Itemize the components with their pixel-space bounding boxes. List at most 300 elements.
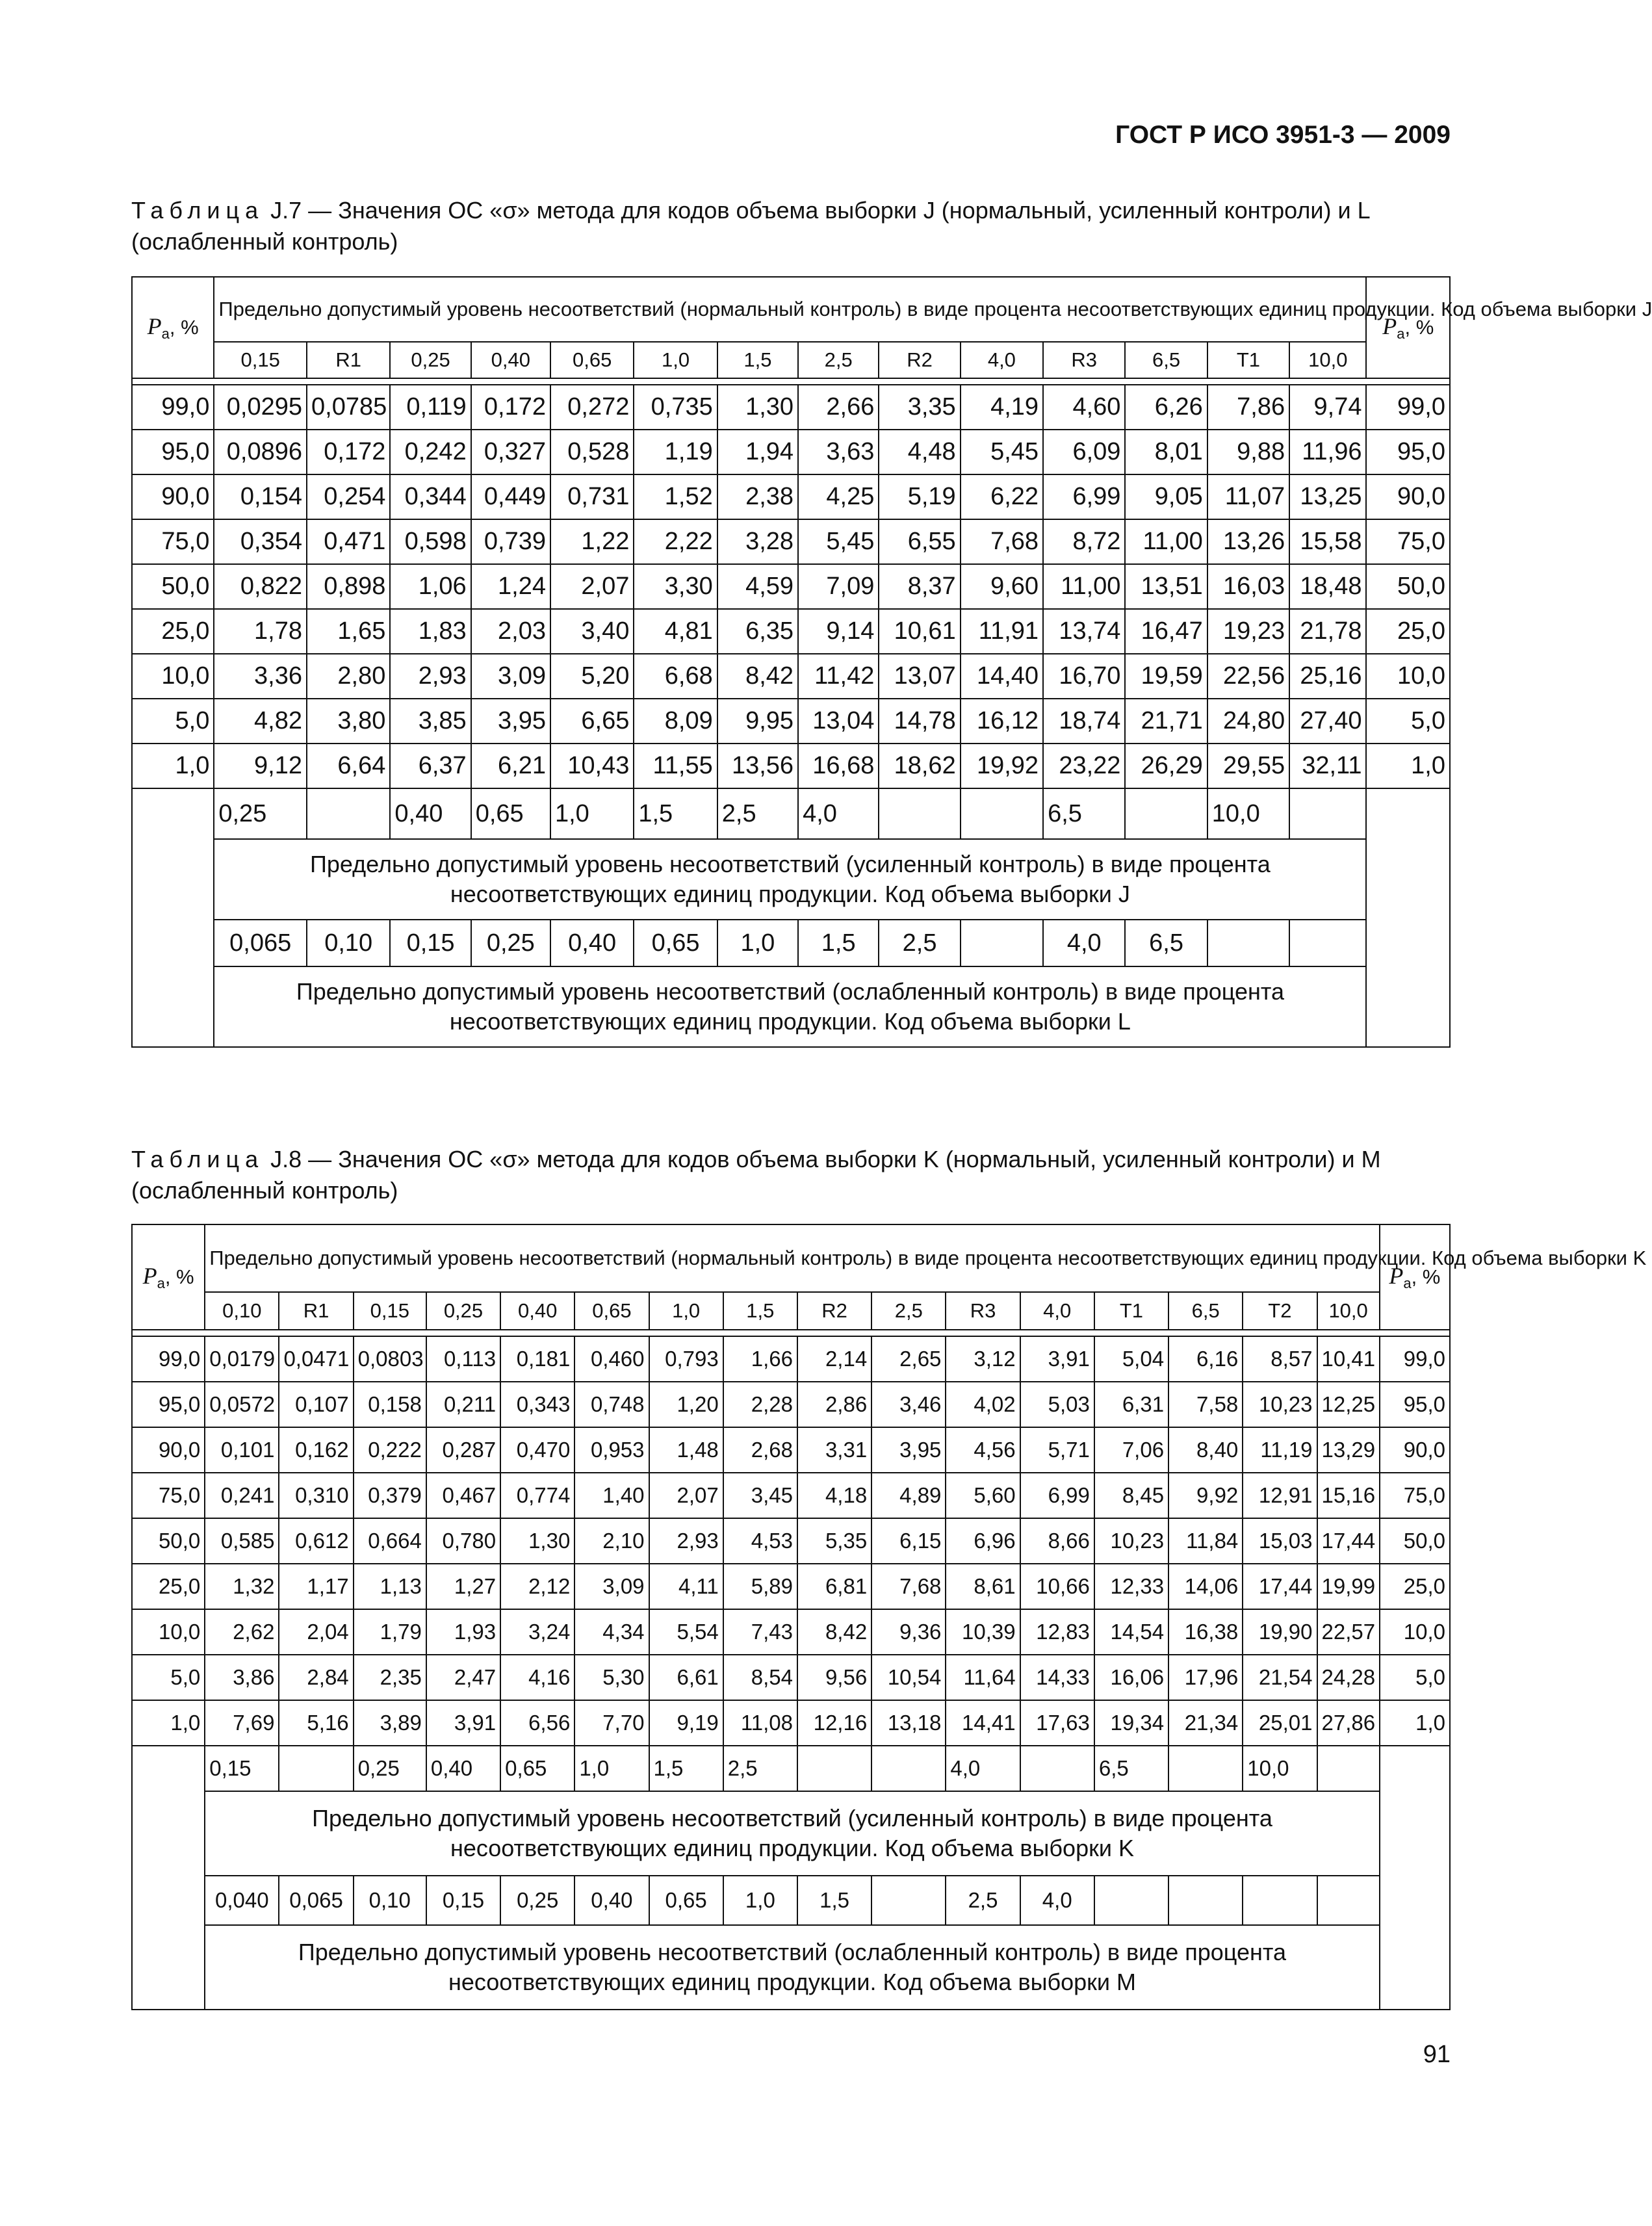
oc-value: 0,0896 [214, 430, 307, 474]
oc-value: 19,99 [1317, 1564, 1380, 1609]
oc-value: 6,65 [550, 699, 634, 744]
oc-value: 0,793 [649, 1336, 723, 1382]
pa-value-left: 1,0 [132, 1700, 205, 1746]
tightened-aql-value [1168, 1746, 1243, 1791]
oc-value: 18,48 [1289, 564, 1366, 609]
oc-value: 7,58 [1168, 1382, 1243, 1427]
pa-value-right: 95,0 [1366, 430, 1450, 474]
oc-value: 0,664 [354, 1518, 426, 1564]
reduced-inspection-label: Предельно допустимый уровень несоответствий (ослабленный контроль) в виде процента несоответствующих единиц продукции. Код объема выборки L [214, 966, 1366, 1047]
tightened-label-row [132, 839, 1450, 920]
aql-column-header: 0,10 [205, 1292, 279, 1330]
header-row [132, 277, 1450, 342]
oc-value: 21,34 [1168, 1700, 1243, 1746]
oc-value: 1,22 [550, 519, 634, 564]
normal-inspection-header: Предельно допустимый уровень несоответствий (нормальный контроль) в виде процента несоответствующих единиц продукции. Код объема выборки J [214, 277, 1366, 342]
oc-value: 2,93 [390, 654, 471, 699]
oc-value: 10,61 [879, 609, 960, 654]
tightened-aql-value [1020, 1746, 1094, 1791]
table-row [132, 609, 1450, 654]
oc-value: 11,00 [1043, 564, 1125, 609]
oc-value: 9,14 [798, 609, 879, 654]
oc-value: 1,52 [634, 474, 717, 519]
oc-value: 16,06 [1094, 1655, 1168, 1700]
pa-value-left: 95,0 [132, 1382, 205, 1427]
oc-value: 1,48 [649, 1427, 723, 1473]
aql-column-header: T1 [1094, 1292, 1168, 1330]
oc-value: 1,19 [634, 430, 717, 474]
footer-blank-left [132, 1746, 205, 2010]
oc-value: 7,68 [961, 519, 1043, 564]
oc-value: 13,18 [871, 1700, 946, 1746]
oc-value: 8,01 [1125, 430, 1207, 474]
separator-cell [132, 1330, 1450, 1336]
tightened-aql-value [879, 788, 960, 839]
aql-column-header: 10,0 [1317, 1292, 1380, 1330]
table-row [132, 474, 1450, 519]
table-row [132, 744, 1450, 788]
oc-value: 0,598 [390, 519, 471, 564]
oc-value: 9,60 [961, 564, 1043, 609]
reduced-aql-value: 1,5 [798, 920, 879, 966]
reduced-aql-value: 1,5 [797, 1876, 871, 1925]
aql-column-header: T2 [1243, 1292, 1317, 1330]
oc-value: 11,91 [961, 609, 1043, 654]
oc-value: 3,80 [307, 699, 390, 744]
reduced-aql-value: 0,10 [354, 1876, 426, 1925]
oc-value: 0,107 [279, 1382, 353, 1427]
oc-value: 11,08 [723, 1700, 797, 1746]
oc-value: 9,74 [1289, 385, 1366, 430]
document-header: ГОСТ Р ИСО 3951-3 — 2009 [1115, 121, 1451, 149]
oc-value: 4,25 [798, 474, 879, 519]
oc-value: 0,748 [574, 1382, 649, 1427]
oc-value: 13,04 [798, 699, 879, 744]
oc-value: 0,467 [426, 1473, 500, 1518]
table-row [132, 519, 1450, 564]
oc-value: 0,272 [550, 385, 634, 430]
pa-unit: , % [169, 315, 199, 339]
aql-column-header: 1,0 [634, 342, 717, 378]
aql-header-row [132, 342, 1450, 378]
page-number: 91 [1423, 2041, 1451, 2068]
pa-unit: , % [164, 1265, 194, 1288]
aql-column-header: 0,15 [354, 1292, 426, 1330]
oc-value: 16,03 [1207, 564, 1289, 609]
oc-value: 19,92 [961, 744, 1043, 788]
oc-value: 4,34 [574, 1609, 649, 1655]
oc-value: 3,31 [797, 1427, 871, 1473]
aql-column-header: 0,15 [214, 342, 307, 378]
tightened-aql-value: 4,0 [798, 788, 879, 839]
pa-value-right: 75,0 [1380, 1473, 1450, 1518]
oc-value: 14,06 [1168, 1564, 1243, 1609]
oc-value: 5,35 [797, 1518, 871, 1564]
pa-value-right: 10,0 [1380, 1609, 1450, 1655]
pa-unit: , % [1411, 1265, 1441, 1288]
oc-value: 2,28 [723, 1382, 797, 1427]
oc-value: 5,20 [550, 654, 634, 699]
oc-value: 7,43 [723, 1609, 797, 1655]
pa-value-right: 50,0 [1380, 1518, 1450, 1564]
oc-value: 0,343 [500, 1382, 574, 1427]
pa-value-right: 5,0 [1366, 699, 1450, 744]
aql-column-header: 4,0 [961, 342, 1043, 378]
reduced-aql-value [1317, 1876, 1380, 1925]
oc-value: 3,86 [205, 1655, 279, 1700]
oc-value: 0,0471 [279, 1336, 353, 1382]
oc-value: 12,91 [1243, 1473, 1317, 1518]
oc-value: 0,449 [471, 474, 550, 519]
tightened-aql-value [961, 788, 1043, 839]
pa-value-left: 99,0 [132, 385, 214, 430]
oc-value: 13,74 [1043, 609, 1125, 654]
oc-value: 12,33 [1094, 1564, 1168, 1609]
oc-value: 5,60 [946, 1473, 1020, 1518]
oc-value: 0,310 [279, 1473, 353, 1518]
oc-value: 25,01 [1243, 1700, 1317, 1746]
oc-value: 8,54 [723, 1655, 797, 1700]
tightened-aql-value: 1,5 [634, 788, 717, 839]
oc-value: 16,68 [798, 744, 879, 788]
reduced-aql-value: 4,0 [1043, 920, 1125, 966]
reduced-aql-value: 0,10 [307, 920, 390, 966]
oc-value: 2,38 [717, 474, 798, 519]
oc-value: 18,62 [879, 744, 960, 788]
oc-value: 3,91 [426, 1700, 500, 1746]
oc-value: 1,78 [214, 609, 307, 654]
pa-header-left [132, 1224, 205, 1330]
tightened-aql-value: 10,0 [1207, 788, 1289, 839]
header-separator [132, 1330, 1450, 1336]
pa-value-left: 5,0 [132, 1655, 205, 1700]
pa-value-left: 10,0 [132, 1609, 205, 1655]
table-row [132, 1700, 1450, 1746]
pa-value-left: 95,0 [132, 430, 214, 474]
table-row [132, 564, 1450, 609]
oc-value: 17,44 [1243, 1564, 1317, 1609]
pa-subscript: a [1403, 1275, 1412, 1292]
oc-value: 0,101 [205, 1427, 279, 1473]
oc-value: 10,39 [946, 1609, 1020, 1655]
oc-value: 1,13 [354, 1564, 426, 1609]
pa-value-right: 10,0 [1366, 654, 1450, 699]
reduced-aql-value: 2,5 [879, 920, 960, 966]
pa-value-left: 50,0 [132, 564, 214, 609]
reduced-aql-value: 0,15 [390, 920, 471, 966]
pa-symbol: P [1382, 313, 1397, 339]
pa-value-left: 75,0 [132, 519, 214, 564]
oc-value: 2,14 [797, 1336, 871, 1382]
pa-value-right: 99,0 [1366, 385, 1450, 430]
footer-blank-left [132, 788, 214, 1047]
oc-value: 17,63 [1020, 1700, 1094, 1746]
oc-value: 3,09 [471, 654, 550, 699]
reduced-aql-value: 0,065 [214, 920, 307, 966]
pa-header-right [1380, 1224, 1450, 1330]
oc-value: 27,40 [1289, 699, 1366, 744]
oc-value: 2,86 [797, 1382, 871, 1427]
tightened-aql-value [279, 1746, 353, 1791]
oc-value: 10,23 [1243, 1382, 1317, 1427]
oc-value: 4,56 [946, 1427, 1020, 1473]
oc-value: 12,25 [1317, 1382, 1380, 1427]
oc-value: 9,95 [717, 699, 798, 744]
oc-value: 4,53 [723, 1518, 797, 1564]
oc-value: 6,15 [871, 1518, 946, 1564]
pa-value-right: 90,0 [1380, 1427, 1450, 1473]
oc-value: 0,344 [390, 474, 471, 519]
oc-value: 1,17 [279, 1564, 353, 1609]
oc-value: 2,04 [279, 1609, 353, 1655]
pa-value-right: 99,0 [1380, 1336, 1450, 1382]
oc-value: 3,85 [390, 699, 471, 744]
pa-value-left: 90,0 [132, 474, 214, 519]
oc-value: 0,172 [471, 385, 550, 430]
tightened-aql-value: 6,5 [1094, 1746, 1168, 1791]
reduced-aql-value: 1,0 [717, 920, 798, 966]
table-j8 [131, 1224, 1647, 2010]
aql-column-header: 0,40 [471, 342, 550, 378]
reduced-aql-value: 0,040 [205, 1876, 279, 1925]
tightened-aql-value: 10,0 [1243, 1746, 1317, 1791]
oc-value: 0,327 [471, 430, 550, 474]
oc-value: 16,38 [1168, 1609, 1243, 1655]
oc-value: 32,11 [1289, 744, 1366, 788]
oc-value: 12,16 [797, 1700, 871, 1746]
oc-value: 6,35 [717, 609, 798, 654]
oc-value: 0,287 [426, 1427, 500, 1473]
aql-column-header: 10,0 [1289, 342, 1366, 378]
aql-column-header: R1 [307, 342, 390, 378]
oc-value: 2,35 [354, 1655, 426, 1700]
tightened-inspection-label: Предельно допустимый уровень несоответствий (усиленный контроль) в виде процента несоответствующих единиц продукции. Код объема выборки K [205, 1791, 1380, 1876]
aql-column-header: R3 [946, 1292, 1020, 1330]
oc-value: 5,19 [879, 474, 960, 519]
pa-symbol: P [142, 1262, 157, 1289]
oc-value: 8,66 [1020, 1518, 1094, 1564]
oc-value: 2,84 [279, 1655, 353, 1700]
tightened-aql-value: 0,15 [205, 1746, 279, 1791]
oc-value: 11,64 [946, 1655, 1020, 1700]
oc-value: 8,42 [717, 654, 798, 699]
oc-value: 6,16 [1168, 1336, 1243, 1382]
oc-value: 0,953 [574, 1427, 649, 1473]
reduced-aql-value [1207, 920, 1289, 966]
pa-value-left: 90,0 [132, 1427, 205, 1473]
oc-value: 21,78 [1289, 609, 1366, 654]
reduced-aql-row [132, 920, 1450, 966]
oc-value: 0,162 [279, 1427, 353, 1473]
oc-value: 3,63 [798, 430, 879, 474]
oc-value: 5,04 [1094, 1336, 1168, 1382]
aql-column-header: R1 [279, 1292, 353, 1330]
reduced-aql-value: 0,40 [574, 1876, 649, 1925]
oc-value: 1,24 [471, 564, 550, 609]
reduced-aql-value: 4,0 [1020, 1876, 1094, 1925]
oc-value: 23,22 [1043, 744, 1125, 788]
oc-value: 11,96 [1289, 430, 1366, 474]
tightened-aql-value [307, 788, 390, 839]
reduced-aql-value [1168, 1876, 1243, 1925]
pa-value-right: 5,0 [1380, 1655, 1450, 1700]
oc-value: 1,20 [649, 1382, 723, 1427]
tightened-aql-value: 6,5 [1043, 788, 1125, 839]
table-row [132, 1336, 1450, 1382]
oc-value: 0,181 [500, 1336, 574, 1382]
tightened-aql-value: 2,5 [717, 788, 798, 839]
oc-value: 19,34 [1094, 1700, 1168, 1746]
aql-column-header: 6,5 [1168, 1292, 1243, 1330]
oc-value: 9,92 [1168, 1473, 1243, 1518]
oc-value: 4,18 [797, 1473, 871, 1518]
oc-value: 0,0572 [205, 1382, 279, 1427]
tightened-inspection-label: Предельно допустимый уровень несоответствий (усиленный контроль) в виде процента несоответствующих единиц продукции. Код объема выборки J [214, 839, 1366, 920]
reduced-aql-row [132, 1876, 1450, 1925]
pa-header-left [132, 277, 214, 378]
oc-value: 9,56 [797, 1655, 871, 1700]
oc-value: 7,09 [798, 564, 879, 609]
oc-value: 14,40 [961, 654, 1043, 699]
oc-value: 0,612 [279, 1518, 353, 1564]
oc-value: 9,12 [214, 744, 307, 788]
pa-value-right: 25,0 [1380, 1564, 1450, 1609]
pa-header-right [1366, 277, 1450, 378]
reduced-aql-value [961, 920, 1043, 966]
oc-value: 14,41 [946, 1700, 1020, 1746]
oc-value: 3,46 [871, 1382, 946, 1427]
oc-value: 16,12 [961, 699, 1043, 744]
oc-value: 21,54 [1243, 1655, 1317, 1700]
oc-value: 5,16 [279, 1700, 353, 1746]
oc-value: 1,79 [354, 1609, 426, 1655]
oc-value: 0,0295 [214, 385, 307, 430]
table-row [132, 1382, 1450, 1427]
reduced-aql-value [1289, 920, 1366, 966]
oc-value: 4,19 [961, 385, 1043, 430]
oc-value: 14,54 [1094, 1609, 1168, 1655]
oc-value: 7,70 [574, 1700, 649, 1746]
oc-value: 6,64 [307, 744, 390, 788]
tightened-label-row [132, 1791, 1450, 1876]
tightened-aql-value: 2,5 [723, 1746, 797, 1791]
oc-value: 2,68 [723, 1427, 797, 1473]
oc-value: 7,69 [205, 1700, 279, 1746]
tightened-aql-value: 1,0 [550, 788, 634, 839]
oc-value: 8,45 [1094, 1473, 1168, 1518]
aql-column-header: 0,25 [390, 342, 471, 378]
oc-value: 3,28 [717, 519, 798, 564]
oc-value: 5,03 [1020, 1382, 1094, 1427]
oc-value: 6,22 [961, 474, 1043, 519]
table-row [132, 385, 1450, 430]
oc-value: 4,82 [214, 699, 307, 744]
oc-value: 2,10 [574, 1518, 649, 1564]
oc-value: 24,28 [1317, 1655, 1380, 1700]
oc-value: 10,41 [1317, 1336, 1380, 1382]
pa-value-left: 1,0 [132, 744, 214, 788]
oc-value: 1,83 [390, 609, 471, 654]
oc-value: 3,36 [214, 654, 307, 699]
reduced-aql-value [1094, 1876, 1168, 1925]
oc-value: 6,21 [471, 744, 550, 788]
oc-value: 9,05 [1125, 474, 1207, 519]
table-j7 [131, 276, 1652, 1048]
oc-value: 2,22 [634, 519, 717, 564]
oc-value: 2,03 [471, 609, 550, 654]
oc-value: 19,23 [1207, 609, 1289, 654]
oc-value: 0,222 [354, 1427, 426, 1473]
oc-value: 0,154 [214, 474, 307, 519]
aql-column-header: 2,5 [871, 1292, 946, 1330]
oc-value: 5,54 [649, 1609, 723, 1655]
oc-value: 6,26 [1125, 385, 1207, 430]
oc-value: 3,91 [1020, 1336, 1094, 1382]
aql-column-header: R3 [1043, 342, 1125, 378]
oc-value: 1,30 [717, 385, 798, 430]
tightened-aql-value [797, 1746, 871, 1791]
pa-value-left: 10,0 [132, 654, 214, 699]
header-separator [132, 378, 1450, 385]
oc-value: 9,19 [649, 1700, 723, 1746]
table-row [132, 1564, 1450, 1609]
oc-value: 4,11 [649, 1564, 723, 1609]
oc-value: 9,88 [1207, 430, 1289, 474]
oc-value: 16,47 [1125, 609, 1207, 654]
reduced-aql-value: 0,15 [426, 1876, 500, 1925]
oc-value: 4,60 [1043, 385, 1125, 430]
oc-value: 3,40 [550, 609, 634, 654]
aql-column-header: 0,65 [574, 1292, 649, 1330]
pa-subscript: a [1397, 326, 1405, 343]
oc-value: 11,84 [1168, 1518, 1243, 1564]
aql-column-header: 1,5 [717, 342, 798, 378]
oc-value: 2,07 [550, 564, 634, 609]
table-row [132, 1427, 1450, 1473]
reduced-label-row [132, 966, 1450, 1047]
footer-blank-right [1380, 1746, 1450, 2010]
oc-value: 11,00 [1125, 519, 1207, 564]
oc-value: 5,45 [798, 519, 879, 564]
oc-value: 6,55 [879, 519, 960, 564]
oc-value: 0,528 [550, 430, 634, 474]
caption-text: J.8 — Значения ОС «σ» метода для кодов объема выборки K (нормальный, усиленный контроли) и M (ослабленный контроль) [131, 1146, 1381, 1204]
oc-value: 11,07 [1207, 474, 1289, 519]
oc-value: 1,27 [426, 1564, 500, 1609]
aql-column-header: R2 [879, 342, 960, 378]
oc-value: 15,03 [1243, 1518, 1317, 1564]
pa-unit: , % [1404, 315, 1434, 339]
reduced-aql-value: 1,0 [723, 1876, 797, 1925]
tightened-aql-value [1125, 788, 1207, 839]
oc-value: 13,56 [717, 744, 798, 788]
aql-column-header: 0,25 [426, 1292, 500, 1330]
tightened-aql-value [1317, 1746, 1380, 1791]
oc-value: 0,460 [574, 1336, 649, 1382]
oc-value: 6,99 [1043, 474, 1125, 519]
oc-value: 2,93 [649, 1518, 723, 1564]
oc-value: 0,735 [634, 385, 717, 430]
oc-value: 13,29 [1317, 1427, 1380, 1473]
oc-value: 8,57 [1243, 1336, 1317, 1382]
oc-value: 0,0179 [205, 1336, 279, 1382]
oc-value: 11,42 [798, 654, 879, 699]
oc-value: 2,62 [205, 1609, 279, 1655]
oc-value: 19,90 [1243, 1609, 1317, 1655]
oc-value: 0,739 [471, 519, 550, 564]
reduced-aql-value: 0,065 [279, 1876, 353, 1925]
oc-value: 8,37 [879, 564, 960, 609]
